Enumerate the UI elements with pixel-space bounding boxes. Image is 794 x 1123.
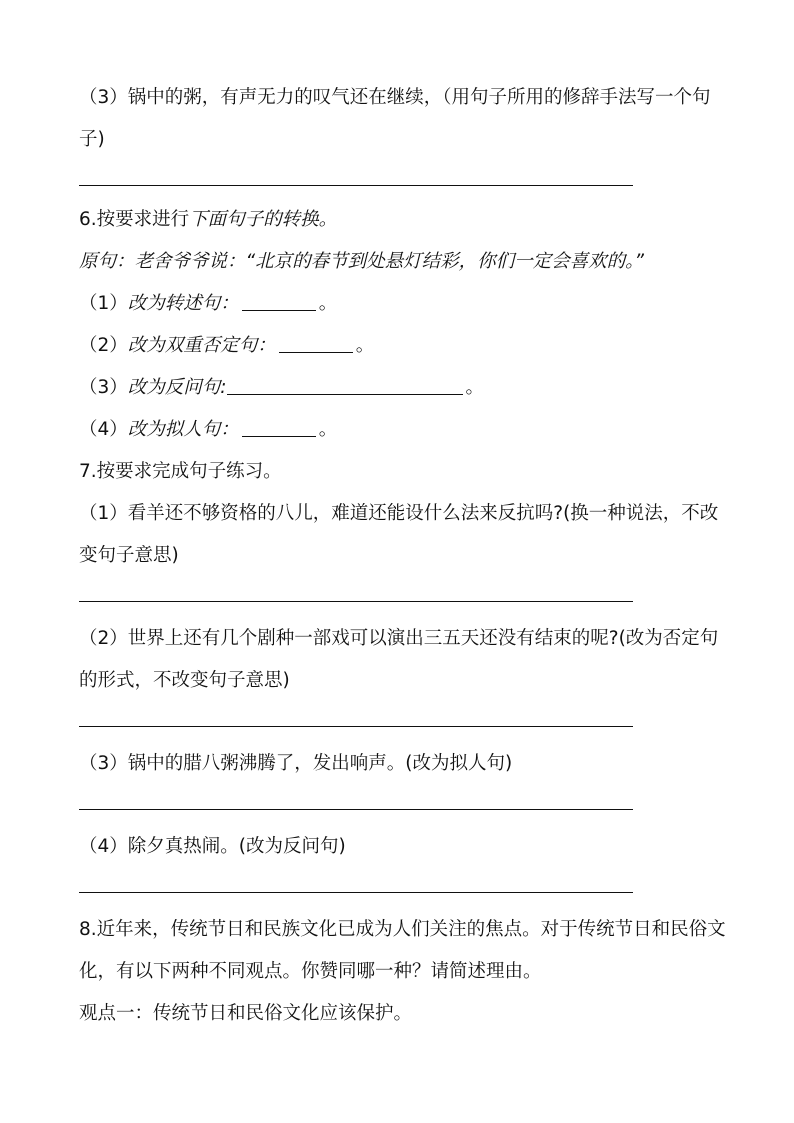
q7-item-4-answer-line[interactable] xyxy=(79,892,633,893)
q7-item-2-line1: （2）世界上还有几个剧种一部戏可以演出三五天还没有结束的呢?(改为否定句 xyxy=(79,628,719,649)
q6-item-2-end: 。 xyxy=(355,335,375,356)
q6-title-plain: 6.按要求进行 xyxy=(79,209,190,230)
q7-item-3-answer-line[interactable] xyxy=(79,809,633,810)
q5-3-line2: 子) xyxy=(79,129,105,150)
q6-item-2-blank[interactable] xyxy=(279,334,353,353)
q6-item-2-text: 改为双重否定句： xyxy=(127,335,276,356)
q6-item-1 xyxy=(79,292,337,316)
q6-item-4-num: （4） xyxy=(79,419,128,440)
q6-item-3-blank[interactable] xyxy=(227,376,463,395)
q6-item-3 xyxy=(79,376,484,400)
q5-3-line1: （3）锅中的粥，有声无力的叹气还在继续，（用句子所用的修辞手法写一个句 xyxy=(79,87,711,108)
q7-item-1-line1: （1）看羊还不够资格的八儿，难道还能设什么法来反抗吗?(换一种说法，不改 xyxy=(79,503,719,524)
q6-item-2-num: （2） xyxy=(79,335,128,356)
q6-item-1-end: 。 xyxy=(318,293,338,314)
q7-item-4: （4）除夕真热闹。(改为反问句) xyxy=(79,836,346,857)
q7-item-1-line2: 变句子意思) xyxy=(79,545,179,566)
q5-3-answer-line[interactable] xyxy=(79,185,633,186)
q6-item-4-blank[interactable] xyxy=(242,418,316,437)
q6-item-2 xyxy=(79,334,374,358)
q7-item-2-line2: 的形式，不改变句子意思) xyxy=(79,670,290,691)
q6-item-4-end: 。 xyxy=(318,419,338,440)
q6-item-4 xyxy=(79,418,337,442)
q6-title-italic: 下面句子的转换。 xyxy=(189,209,338,230)
q6-item-3-num: （3） xyxy=(79,377,128,398)
q8-line2: 化，有以下两种不同观点。你赞同哪一种？请简述理由。 xyxy=(79,961,542,982)
q6-title xyxy=(79,208,337,232)
q6-item-1-blank[interactable] xyxy=(242,292,316,311)
q6-item-1-text: 改为转述句： xyxy=(127,293,239,314)
q8-view-1: 观点一：传统节日和民俗文化应该保护。 xyxy=(79,1003,413,1024)
q8-line1: 8.近年来，传统节日和民族文化已成为人们关注的焦点。对于传统节日和民俗文 xyxy=(79,919,726,940)
q6-item-4-text: 改为拟人句： xyxy=(127,419,239,440)
q6-item-3-text: 改为反问句: xyxy=(127,377,227,398)
q6-original-sentence: 原句：老舍爷爷说：“北京的春节到处悬灯结彩，你们一定会喜欢的。” xyxy=(79,251,644,272)
q7-item-3: （3）锅中的腊八粥沸腾了，发出响声。(改为拟人句) xyxy=(79,753,513,774)
q6-item-1-num: （1） xyxy=(79,293,128,314)
q6-item-3-end: 。 xyxy=(465,377,485,398)
q7-title: 7.按要求完成句子练习。 xyxy=(79,461,282,482)
q7-item-1-answer-line[interactable] xyxy=(79,601,633,602)
q7-item-2-answer-line[interactable] xyxy=(79,726,633,727)
